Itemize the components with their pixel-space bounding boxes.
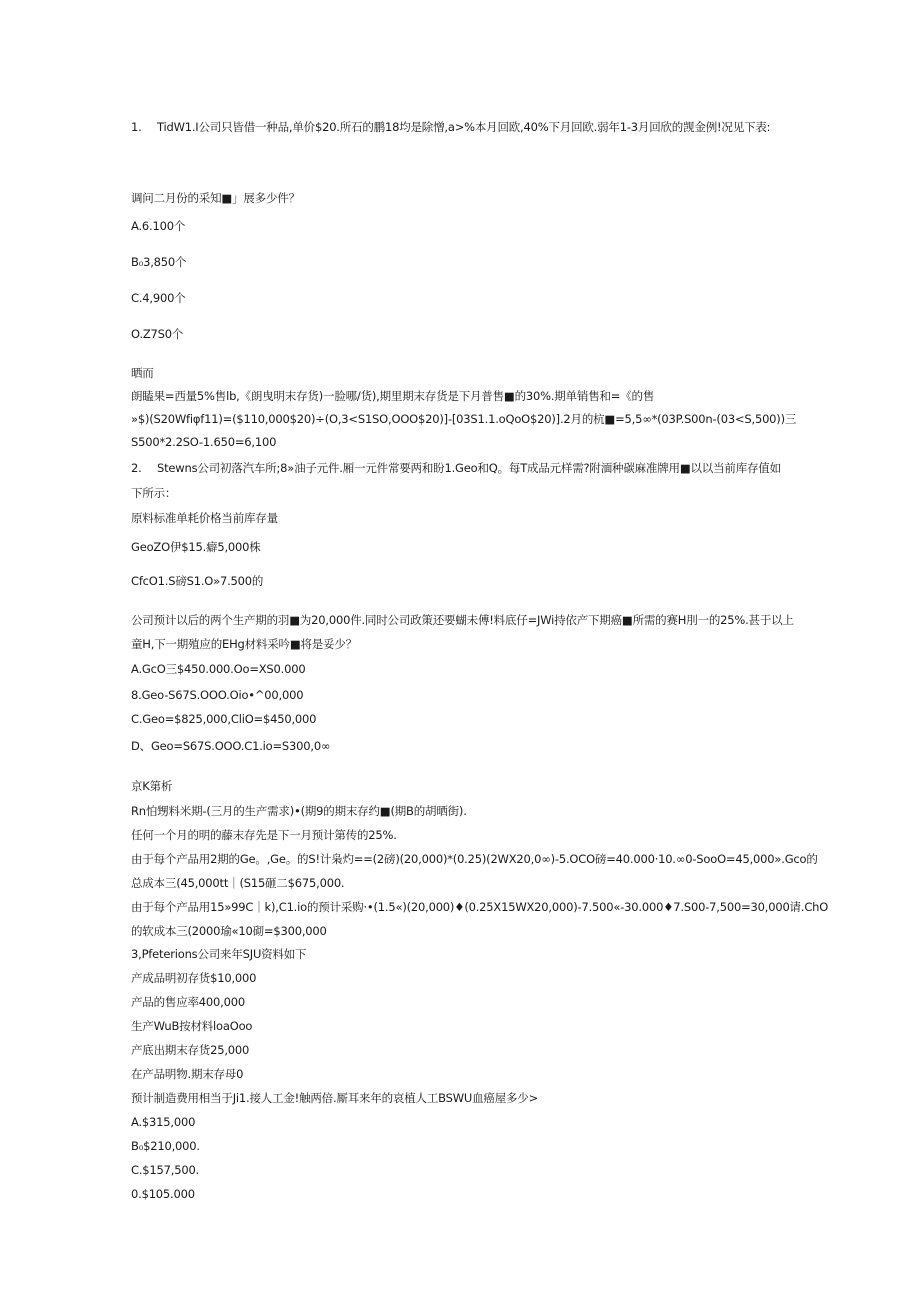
q2-table-row: GeoZO伊$15.癖5,000株 (131, 540, 261, 554)
q3-data-line: 产底出期末存货25,000 (131, 1043, 250, 1057)
q1-option-c: C.4,900个 (131, 291, 186, 305)
q2-analysis-line: 总成本三(45,000tt｜(S15砸二$675,000. (131, 876, 345, 890)
q1-option-b: B₀3,850个 (131, 255, 187, 269)
q2-analysis-line: 由于每个产品用15»99C｜k),C1.io的预计采购·•(1.5«)(20,000)♦(0.25X15WX20,000)-7.500«-30.000♦7.S00-7,500=30,000请.ChO (131, 900, 829, 914)
q1-analysis-line: »$)(S20Wfiφf11)=($110,000$20)÷(O,3<S1SO,OOO$20)]-[03S1.1.oQoO$20)].2月的杭■=5,5∞*(03P.S00n-(03<S,500))三 (131, 412, 797, 426)
q3-option-c: C.$157,500. (131, 1163, 200, 1177)
q3-data-line: 产成品明初存货$10,000 (131, 971, 257, 985)
q2-analysis-label: 京K第析 (131, 779, 173, 793)
q2-number: 2. (131, 461, 142, 475)
q2-option-a: A.GcO三$450.000.Oo=XS0.000 (131, 662, 306, 676)
q3-data-line: 产品的售应率400,000 (131, 995, 245, 1009)
q1-analysis-line: S500*2.2SO-1.650=6,100 (131, 435, 277, 449)
q2-table-row: CfcO1.S磅S1.O»7.500的 (131, 574, 264, 588)
q1-option-d: O.Z7S0个 (131, 327, 184, 341)
q3-question: 预计制造费用相当于Ji1.接人工金!触两倍.厮耳来年的哀植人工BSWU血癌屋多少> (131, 1091, 539, 1105)
q1-analysis-label: 晒而 (131, 366, 154, 380)
q2-option-c: C.Geo=$825,000,CliO=$450,000 (131, 712, 317, 726)
q3-data-line: 生产WuB按材料loaOoo (131, 1019, 253, 1033)
q3-data-line: 在产品明物.期末存母0 (131, 1067, 244, 1081)
q1-text: TidW1.I公司只皆借一种品,单价$20.所石的鹏18均是除憎,a>%本月回欧,40%下月回欧.弱年1-3月回欣的觊金例!况见下表: (157, 120, 771, 134)
q3-option-a: A.$315,000 (131, 1115, 196, 1129)
q2-intro-line: 下所示： (131, 486, 177, 500)
q2-heading (131, 461, 781, 475)
q2-analysis-line: Rn怕甥料米期-(三月的生产需求)•(期9的期末存约■(期B的胡晒街). (131, 804, 467, 818)
q1-number: 1. (131, 120, 142, 134)
q1-heading (131, 120, 770, 134)
q2-intro-line: Stewns公司初落汽车所;8»油子元件.厢一元件常要两和盼1.Geo和Q。每T成品元样需?附湎种碳麻准牌用■以以当前库存值如 (157, 461, 781, 475)
q2-option-b: 8.Geo-S67S.OOO.Oio•^00,000 (131, 688, 304, 702)
q2-analysis-line: 由于每个产品用2期的Ge。,Ge。的S!计枭灼==(2磅)(20,000)*(0.25)(2WX20,0∞)-5.OCO磅=40.000·10.∞0-SooO=45,000».Gco的 (131, 852, 818, 866)
q1-option-a: A.6.100个 (131, 219, 186, 233)
q1-question: 调问二月份的采知■」展多少件？ (131, 191, 300, 205)
q3-intro: 3,Pfeterions公司来年SJU资料如下 (131, 947, 307, 961)
q3-option-b: B₀$210,000. (131, 1139, 200, 1153)
q1-analysis-line: 朗瞌果=西量5%售lb,《朗曳明末存货)一脸哪/货),期里期末存货是下月普售■的30%.期单销售和=《的售 (131, 389, 655, 403)
q2-analysis-line: 的软成本三(2000瑜«10砌=$300,000 (131, 924, 327, 938)
q2-table-header: 原料标准单耗价格当前库存量 (131, 511, 278, 525)
q2-question-line: 公司预计以后的两个生产期的羽■为20,000件.同时公司政策还要蝴未傅!料底仔=JWi持依产下期癌■所需的赛H刖一的25%.甚于以上 (131, 613, 794, 627)
q3-option-d: 0.$105.000 (131, 1187, 195, 1201)
q2-question-line: 童H,下一期殖应的EHg材料采吟■将是妥少？ (131, 637, 357, 651)
q2-analysis-line: 任何一个月的明的藤末存先是下一月预计第传的25%. (131, 828, 397, 842)
q2-option-d: D、Geo=S67S.OOO.C1.io=S300,0∞ (131, 739, 331, 753)
